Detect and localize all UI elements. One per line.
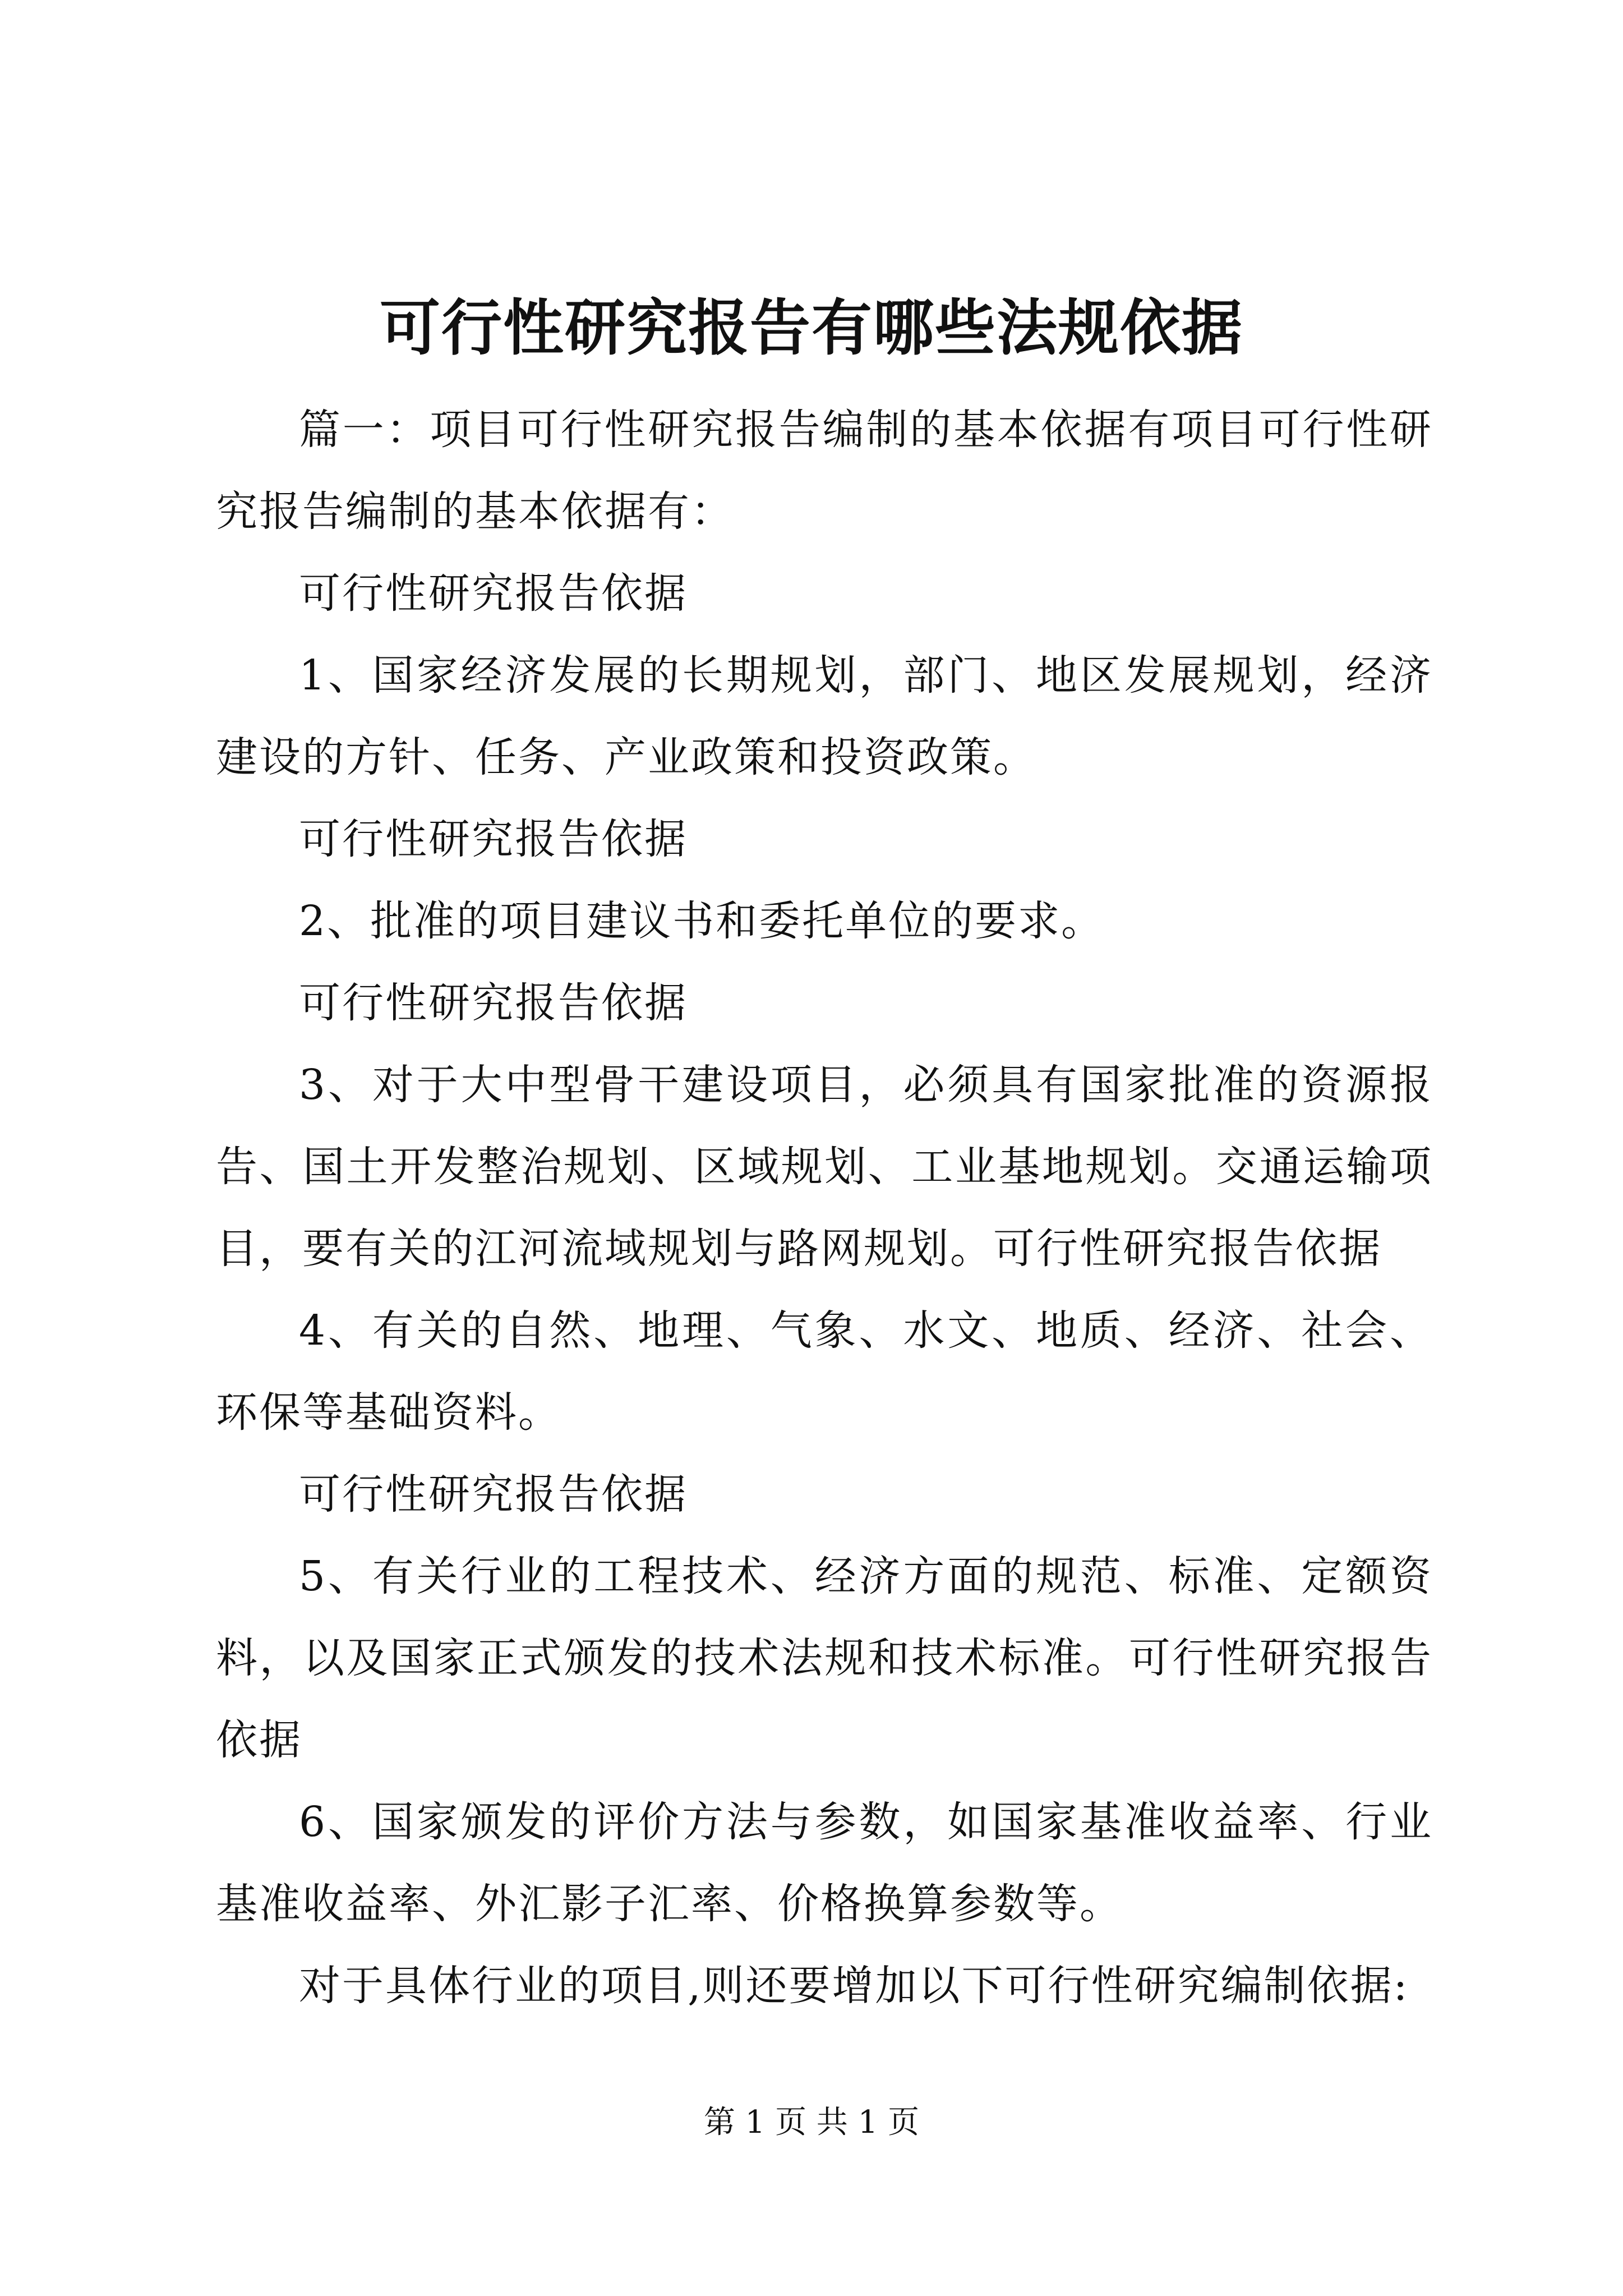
paragraph-4: 可行性研究报告依据 [299,815,688,863]
paragraph-3: 1、国家经济发展的长期规划，部门、地区发展规划，经济建设的方针、任务、产业政策和投资政策。 [216,651,1433,781]
paragraph-9: 可行性研究报告依据 [299,1470,688,1519]
document-title: 可行性研究报告有哪些法规依据 [379,293,1243,364]
paragraph-7: 3、对于大中型骨干建设项目，必须具有国家批准的资源报告、国土开发整治规划、区域规划、工业基地规划。交通运输项目，要有关的江河流域规划与路网规划。可行性研究报告依据 [216,1061,1433,1273]
page-footer: 第 1 页 共 1 页 [703,2104,920,2141]
paragraph-6: 可行性研究报告依据 [299,979,688,1027]
paragraph-1: 篇一：项目可行性研究报告编制的基本依据有项目可行性研究报告编制的基本依据有： [216,406,1433,536]
paragraph-2: 可行性研究报告依据 [299,569,688,618]
paragraph-10: 5、有关行业的工程技术、经济方面的规范、标准、定额资料，以及国家正式颁发的技术法规和技术标准。可行性研究报告依据 [216,1552,1433,1764]
paragraph-5: 2、批准的项目建议书和委托单位的要求。 [299,897,1105,945]
document-body [216,389,1433,2027]
paragraph-8: 4、有关的自然、地理、气象、水文、地质、经济、社会、环保等基础资料。 [216,1306,1433,1437]
paragraph-12: 对于具体行业的项目,则还要增加以下可行性研究编制依据: [299,1962,1409,2010]
paragraph-11: 6、国家颁发的评价方法与参数，如国家基准收益率、行业基准收益率、外汇影子汇率、价格换算参数等。 [216,1798,1433,1928]
